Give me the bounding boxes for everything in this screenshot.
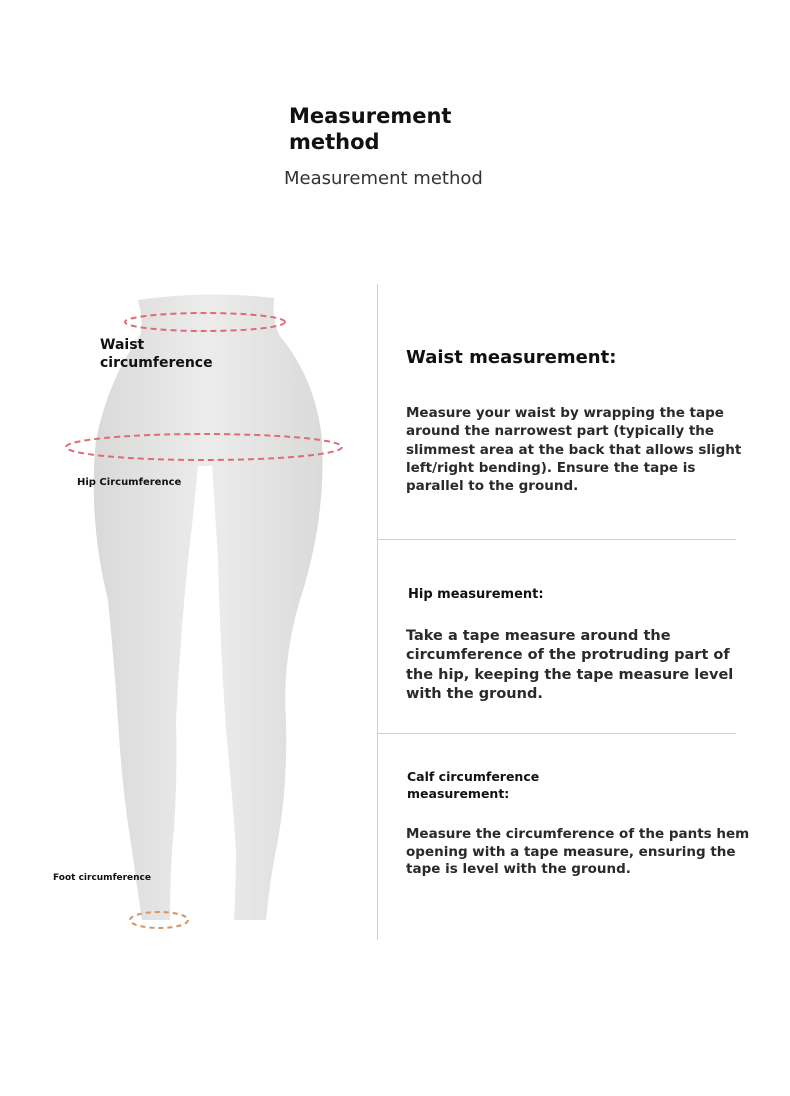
waist-section-title: Waist measurement: [406, 347, 617, 368]
hip-section-title: Hip measurement: [408, 587, 544, 602]
leggings-shape [94, 294, 323, 920]
page-subtitle: Measurement method [284, 168, 483, 189]
foot-label: Foot circumference [53, 873, 151, 883]
section-divider [378, 539, 736, 540]
calf-section-title: Calf circumference measurement: [407, 769, 540, 801]
hip-label: Hip Circumference [77, 477, 182, 488]
page-title: Measurement method [289, 104, 452, 154]
waist-label: Waist circumference [100, 337, 213, 371]
vertical-divider [377, 284, 378, 940]
section-divider [378, 733, 736, 734]
calf-section-description: Measure the circumference of the pants hem opening with a tape measure, ensuring the tape is level with the ground. [406, 826, 750, 877]
leggings-illustration [40, 280, 370, 950]
hip-section-description: Take a tape measure around the circumference of the protruding part of the hip, keeping the tape measure level with the ground. [406, 628, 734, 702]
waist-section-description: Measure your waist by wrapping the tape around the narrowest part (typically the slimmest area at the back that allows slight left/right bending). Ensure the tape is parallel to the ground. [406, 405, 742, 495]
